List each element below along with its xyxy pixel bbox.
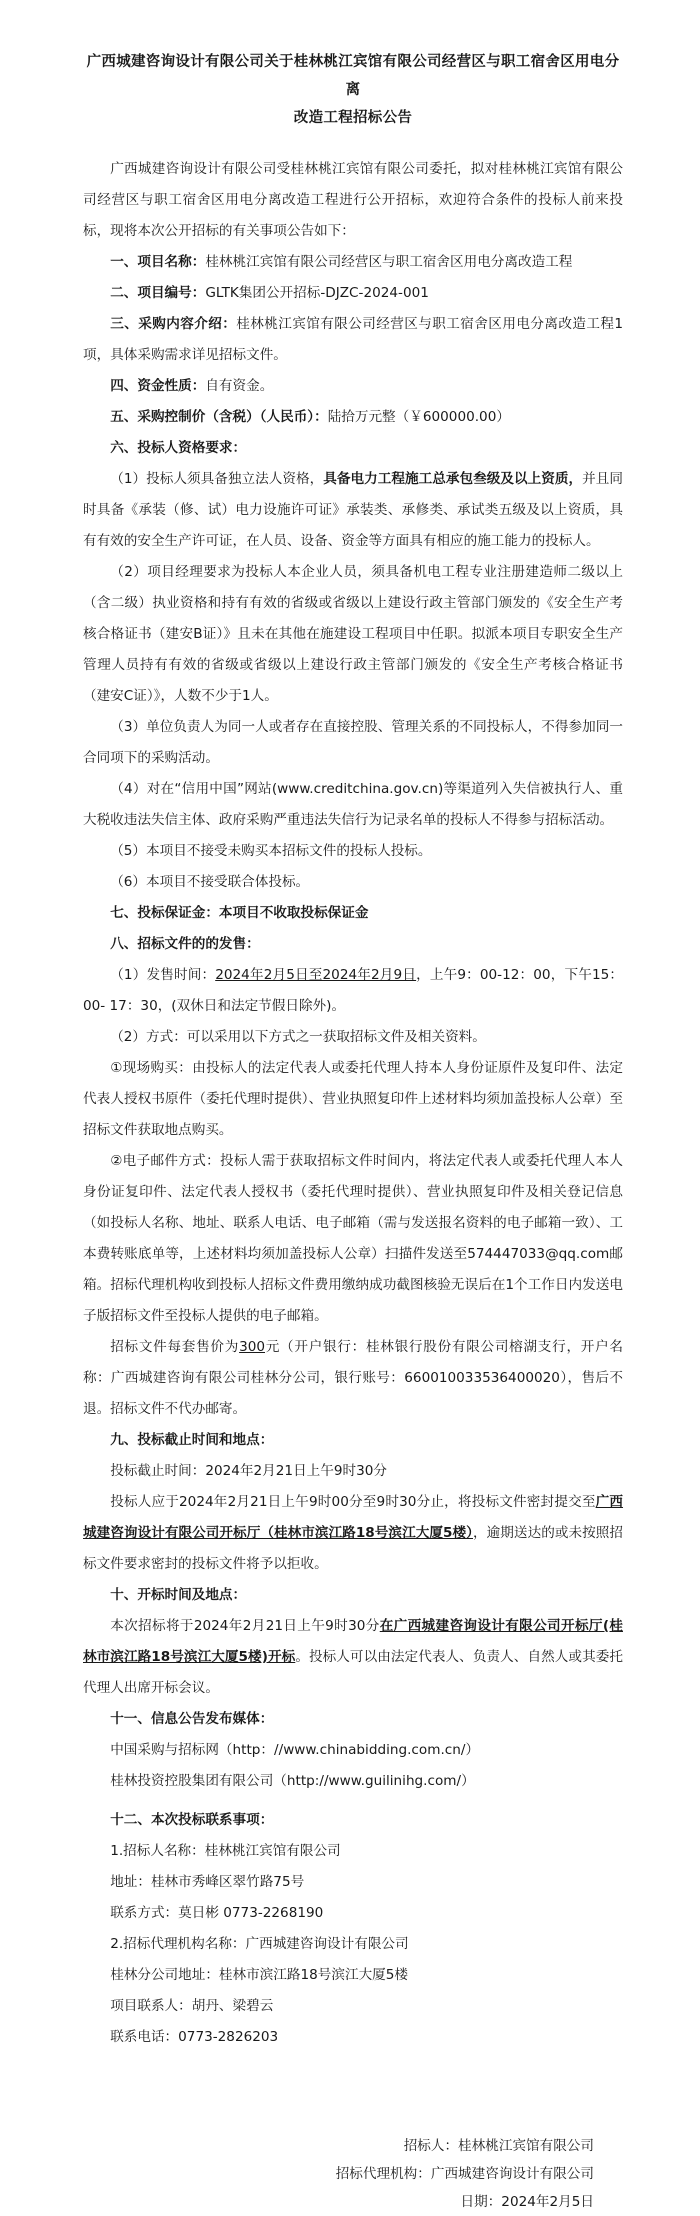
text-run: ，逾期送达的或未按照招标文件要求密封的投标文件将予以拒收。: [83, 1525, 624, 1572]
paragraph: [83, 836, 623, 867]
signature-date: 日期：2024年2月5日: [460, 2194, 594, 2210]
text-run: 桂林桃江宾馆有限公司经营区与职工宿舍区用电分离改造工程1项，具体采购需求详见招标文件。: [83, 316, 623, 363]
document-title: [83, 48, 623, 132]
paragraph: [83, 1991, 623, 2022]
signature-tenderer: 招标人：桂林桃江宾馆有限公司: [403, 2138, 594, 2154]
bold-text: 五、采购控制价（含税）（人民币）：: [110, 409, 328, 425]
text-run: 联系方式：莫日彬 0773-2268190: [110, 1905, 324, 1921]
paragraph: [83, 402, 623, 433]
text-run: （1）投标人须具备独立法人资格，: [110, 471, 324, 487]
text-run: 投标截止时间：2024年2月21日上午9时30分: [110, 1463, 387, 1479]
paragraph: [83, 2022, 623, 2053]
bold-text: 具备电力工程施工总承包叁级及以上资质，: [323, 471, 583, 487]
text-run: GLTK集团公开招标-DJZC-2024-001: [205, 285, 429, 301]
paragraph: [83, 1867, 623, 1898]
paragraph: [83, 1836, 623, 1867]
paragraph: [83, 1960, 623, 1991]
text-run: 元（开户银行：桂林银行股份有限公司榕湖支行，开户名称：广西城建咨询有限公司桂林分公司，银行账号：660010033536400020），售后不退。招标文件不代办邮寄。: [83, 1339, 623, 1417]
paragraph: [83, 929, 623, 960]
paragraph: [83, 371, 623, 402]
paragraph: [83, 898, 623, 929]
text-run: （2）项目经理要求为投标人本企业人员，须具备机电工程专业注册建造师二级以上（含二级）执业资格和持有有效的省级或省级以上建设行政主管部门颁发的《安全生产考核合格证书（建安B证）》且未在其他在施建设工程项目中任职。拟派本项目专职安全生产管理人员持有有效的省级或省级以上建设行政主管部门颁发的《安全生产考核合格证书（建安C证）》，人数不少于1人。: [83, 564, 623, 704]
paragraph: [83, 278, 623, 309]
paragraph: [83, 867, 623, 898]
text-run: 。投标人可以由法定代表人、负责人、自然人或其委托代理人出席开标会议。: [83, 1649, 623, 1696]
paragraph: [83, 433, 623, 464]
paragraph: [83, 1805, 623, 1836]
paragraph: [83, 1456, 623, 1487]
paragraph: [83, 1332, 623, 1425]
bold-text: 八、招标文件的的发售：: [110, 936, 260, 952]
text-run: （5）本项目不接受未购买本招标文件的投标人投标。: [110, 843, 432, 859]
text-run: 投标人应于2024年2月21日上午9时00分至9时30分止，将投标文件密封提交至: [110, 1494, 596, 1510]
title-line: 广西城建咨询设计有限公司关于桂林桃江宾馆有限公司经营区与职工宿舍区用电分离: [86, 54, 620, 98]
paragraph: [83, 1929, 623, 1960]
text-run: 项目联系人：胡丹、梁碧云: [110, 1998, 274, 2014]
paragraph: [83, 1146, 623, 1332]
text-run: （1）发售时间：: [110, 967, 216, 983]
text-run: 招标文件每套售价为: [110, 1339, 240, 1355]
text-run: 联系电话：0773-2826203: [110, 2029, 279, 2045]
bold-text: 七、投标保证金：本项目不收取投标保证金: [110, 905, 369, 921]
bold-text: 十一、信息公告发布媒体：: [110, 1711, 274, 1727]
text-run: （2）方式：可以采用以下方式之一获取招标文件及相关资料。: [110, 1029, 486, 1045]
text-run: （3）单位负责人为同一人或者存在直接控股、管理关系的不同投标人，不得参加同一合同项下的采购活动。: [83, 719, 623, 766]
paragraph: [83, 557, 623, 712]
signature-agency: 招标代理机构：广西城建咨询设计有限公司: [335, 2166, 594, 2182]
announcement-document: [83, 48, 623, 2216]
text-run: 地址：桂林市秀峰区翠竹路75号: [110, 1874, 305, 1890]
text-run: 桂林桃江宾馆有限公司经营区与职工宿舍区用电分离改造工程: [205, 254, 573, 270]
paragraph: [83, 309, 623, 371]
text-run: 1.招标人名称：桂林桃江宾馆有限公司: [110, 1843, 341, 1859]
bold-text: 九、投标截止时间和地点：: [110, 1432, 274, 1448]
text-run: （6）本项目不接受联合体投标。: [110, 874, 310, 890]
paragraph: [83, 1735, 623, 1766]
text-run: （4）对在“信用中国”网站(www.creditchina.gov.cn)等渠道列入失信被执行人、重大税收违法失信主体、政府采购严重违法失信行为记录名单的投标人不得参与招标活动。: [83, 781, 623, 828]
bold-text: 一、项目名称：: [110, 254, 206, 270]
paragraph: [83, 1022, 623, 1053]
paragraph: [83, 247, 623, 278]
paragraph: [83, 712, 623, 774]
paragraph: [83, 1704, 623, 1735]
document-body: [83, 154, 623, 2053]
paragraph: [83, 1766, 623, 1797]
paragraph: [83, 1425, 623, 1456]
text-run: 中国采购与招标网（http：//www.chinabidding.com.cn/）: [110, 1742, 480, 1758]
bold-text: 二、项目编号：: [110, 285, 206, 301]
paragraph: [83, 960, 623, 1022]
text-run: 桂林投资控股集团有限公司（http://www.guilinihg.com/）: [110, 1773, 475, 1789]
title-line: 改造工程招标公告: [293, 110, 413, 126]
bold-text: 广西城建咨询设计有限公司开标厅（桂林市滨江路18号滨江大厦5楼）: [83, 1494, 624, 1541]
text-run: 广西城建咨询设计有限公司受桂林桃江宾馆有限公司委托，拟对桂林桃江宾馆有限公司经营区与职工宿舍区用电分离改造工程进行公开招标，欢迎符合条件的投标人前来投标，现将本次公开招标的有关事项公告如下：: [83, 161, 623, 239]
text-run: 2024年2月5日至2024年2月9日: [215, 967, 417, 983]
paragraph: [83, 1898, 623, 1929]
bold-text: 十、开标时间及地点：: [110, 1587, 247, 1603]
text-run: 并且同时具备《承装（修、试）电力设施许可证》承装类、承修类、承试类五级及以上资质，具有有效的安全生产许可证，在人员、设备、资金等方面具有相应的施工能力的投标人。: [83, 471, 624, 549]
paragraph: [83, 1053, 623, 1146]
paragraph: [83, 154, 623, 247]
text-run: 自有资金。: [205, 378, 274, 394]
text-run: ①现场购买：由投标人的法定代表人或委托代理人持本人身份证原件及复印件、法定代表人授权书原件（委托代理时提供）、营业执照复印件上述材料均须加盖投标人公章）至招标文件获取地点购买。: [83, 1060, 623, 1138]
bold-text: 在广西城建咨询设计有限公司开标厅(桂林市滨江路18号滨江大厦5楼)开标: [83, 1618, 623, 1665]
text-run: 2.招标代理机构名称：广西城建咨询设计有限公司: [110, 1936, 409, 1952]
text-run: ，上午9：00-12：00，下午15：00- 17：30，(双休日和法定节假日除外)。: [83, 967, 623, 1014]
text-run: ②电子邮件方式：投标人需于获取招标文件时间内，将法定代表人或委托代理人本人身份证复印件、法定代表人授权书（委托代理时提供）、营业执照复印件及相关登记信息（如投标人名称、地址、联系人电话、电子邮箱（需与发送报名资料的电子邮箱一致）、工本费转账底单等，上述材料均须加盖投标人公章）扫描件发送至574447033@qq.com邮箱。招标代理机构收到投标人招标文件费用缴纳成功截图核验无误后在1个工作日内发送电子版招标文件至投标人提供的电子邮箱。: [83, 1153, 623, 1324]
text-run: 本次招标将于2024年2月21日上午9时30分: [110, 1618, 380, 1634]
bold-text: 三、采购内容介绍：: [110, 316, 237, 332]
paragraph: [83, 1611, 623, 1704]
bold-text: 四、资金性质：: [110, 378, 206, 394]
paragraph: [83, 464, 623, 557]
signature-block: [83, 2132, 594, 2216]
text-run: 桂林分公司地址：桂林市滨江路18号滨江大厦5楼: [110, 1967, 409, 1983]
bold-text: 十二、本次投标联系事项：: [110, 1812, 274, 1828]
paragraph: [83, 1487, 623, 1580]
paragraph: [83, 1580, 623, 1611]
paragraph: [83, 774, 623, 836]
bold-text: 六、投标人资格要求：: [110, 440, 247, 456]
text-run: 陆拾万元整（￥600000.00）: [327, 409, 510, 425]
text-run: 300: [239, 1339, 266, 1355]
